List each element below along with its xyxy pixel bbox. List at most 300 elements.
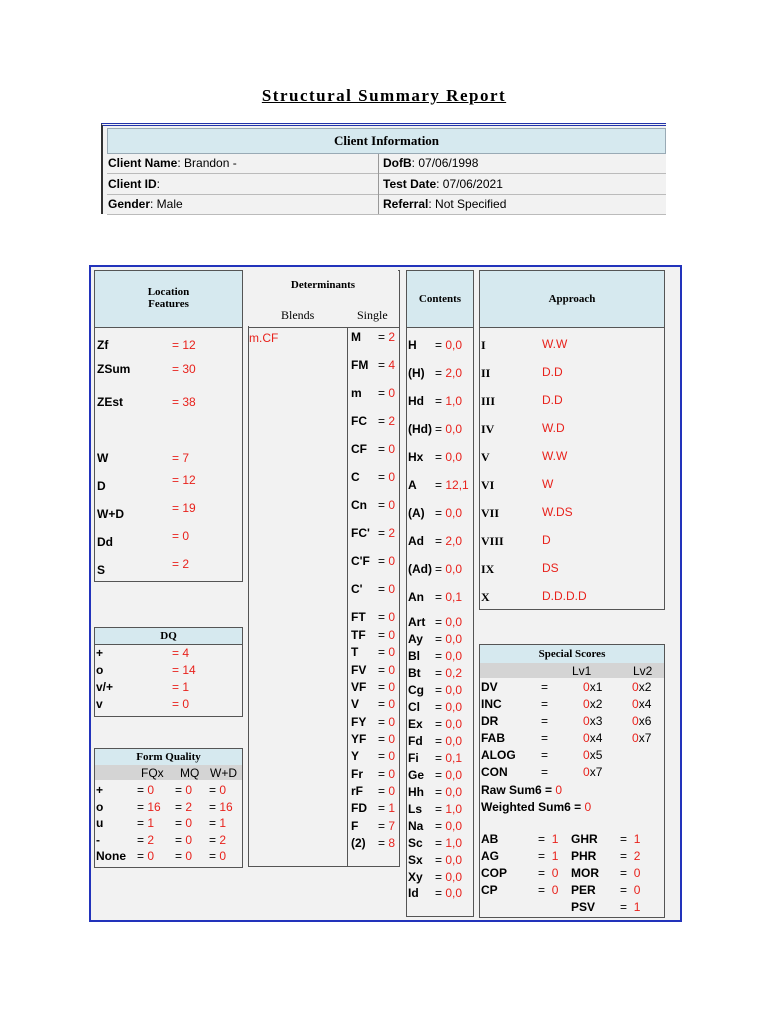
content-label: Ex: [408, 717, 423, 731]
special-score-lv1-weight: x5: [589, 748, 603, 762]
special-score-lv1-weight: x2: [589, 697, 603, 711]
content-value-cell: = 12,1: [435, 478, 469, 492]
special-pair-label: MOR: [571, 866, 599, 880]
dq-label: +: [96, 646, 104, 660]
content-value: 1,0: [445, 802, 463, 816]
content-label: Bl: [408, 649, 420, 663]
special-score-lv1-cell: [583, 765, 602, 779]
content-value: 0,0: [445, 819, 463, 833]
content-value: 0,0: [445, 683, 463, 697]
special-score-lv1-cell: [583, 748, 602, 762]
location-label: ZSum: [97, 362, 131, 376]
special-pair-value-cell: = 0: [538, 866, 559, 880]
approach-header: Approach: [479, 270, 665, 328]
approach-value: D.D.D.D: [542, 589, 587, 603]
approach-value: D.D: [542, 393, 563, 407]
content-label: (Ad): [408, 562, 432, 576]
determinant-value: 0: [388, 628, 396, 642]
special-pair-value: 2: [633, 849, 641, 863]
determinant-label: FT: [351, 610, 366, 624]
determinant-value-cell: = 0: [378, 784, 396, 798]
determinant-label: F: [351, 819, 359, 833]
determinant-value: 1: [388, 801, 396, 815]
special-score-lv1-weight: x3: [589, 714, 603, 728]
dq-label: v/+: [96, 680, 114, 694]
fq-mq-value: 0: [185, 832, 193, 847]
special-pair-value-cell: = 1: [538, 832, 559, 846]
contents-header: Contents: [406, 270, 474, 328]
content-value: 12,1: [445, 478, 469, 492]
form-quality-panel: [94, 748, 243, 868]
client-row-2: [107, 174, 666, 195]
referral-cell: [382, 194, 506, 214]
special-pair-value-cell: = 0: [620, 866, 641, 880]
determinant-value: 0: [388, 554, 396, 568]
content-value: 0,0: [445, 450, 463, 464]
approach-value: W.W: [542, 449, 568, 463]
fq-mq-value: 0: [185, 783, 193, 797]
special-score-label: INC: [481, 697, 502, 711]
content-value-cell: = 0,0: [435, 615, 463, 629]
determinant-label: M: [351, 330, 361, 344]
content-value: 0,1: [445, 590, 463, 604]
special-pair-label: GHR: [571, 832, 598, 846]
content-value: 0,0: [445, 717, 463, 731]
determinant-label: FM: [351, 358, 369, 372]
client-row-3: [107, 194, 666, 215]
location-value: = 7: [172, 451, 190, 465]
special-score-lv1-weight: x1: [589, 680, 603, 694]
content-label: Na: [408, 819, 424, 833]
special-score-lv2-weight: x2: [638, 680, 652, 694]
content-value-cell: = 0,0: [435, 700, 463, 714]
special-score-lv1-cell: [583, 731, 602, 745]
special-pair-value: 0: [633, 883, 641, 897]
content-value-cell: = 0,0: [435, 870, 463, 884]
special-score-equals: =: [541, 680, 549, 694]
approach-value: W.D: [542, 421, 565, 435]
approach-card: X: [481, 590, 490, 604]
fq-fqx-cell: = 1: [137, 816, 155, 830]
contents-panel: [406, 270, 474, 917]
content-label: Hd: [408, 394, 424, 408]
determinant-value-cell: = 0: [378, 749, 396, 763]
determinant-label: m: [351, 386, 362, 400]
content-value: 0,0: [445, 562, 463, 576]
report-title: Structural Summary Report: [261, 86, 507, 105]
determinant-label: Y: [351, 749, 360, 763]
content-label: Hh: [408, 785, 424, 799]
referral-value: : Not Specified: [428, 197, 507, 211]
content-label: Bt: [408, 666, 421, 680]
special-score-label: FAB: [481, 731, 505, 745]
raw-sum6-label: Raw Sum6 =: [481, 783, 553, 797]
fq-mq-cell: = 0: [175, 832, 193, 847]
determinant-label: YF: [351, 732, 367, 746]
content-value: 0,0: [445, 734, 463, 748]
fq-row-label: u: [96, 816, 104, 830]
fq-fqx-cell: = 16: [137, 799, 161, 814]
special-score-lv1-cell: [583, 714, 602, 728]
content-value: 0,1: [445, 751, 463, 765]
content-value-cell: = 0,0: [435, 422, 463, 436]
gender-label: Gender: [108, 197, 151, 211]
content-label: Fi: [408, 751, 419, 765]
special-score-label: DV: [481, 680, 498, 694]
content-label: Cg: [408, 683, 424, 697]
determinant-value-cell: = 2: [378, 526, 396, 540]
special-pair-value: 1: [551, 832, 559, 846]
determinant-label: VF: [351, 680, 367, 694]
determinant-value: 2: [388, 526, 396, 540]
client-info-header: Client Information: [107, 128, 666, 154]
lv2-label: Lv2: [633, 664, 653, 678]
dq-value: = 1: [172, 680, 190, 694]
special-score-lv1-weight: x4: [589, 731, 603, 745]
determinant-value: 0: [388, 470, 396, 484]
determinant-value: 0: [388, 767, 396, 781]
dq-value: = 4: [172, 646, 190, 660]
approach-card: V: [481, 450, 490, 464]
content-value-cell: = 0,0: [435, 717, 463, 731]
determinants-header-rule: [249, 327, 399, 328]
fq-row-label: None: [96, 849, 126, 863]
fq-mq-value: 2: [185, 799, 193, 814]
location-value: = 38: [172, 395, 196, 409]
raw-sum6: [481, 783, 562, 797]
determinant-label: V: [351, 697, 360, 711]
special-score-lv2-count: 0: [632, 680, 639, 694]
fq-fqx-value: 0: [147, 849, 155, 863]
blends-label: Blends: [281, 308, 315, 322]
fq-wd-value: 16: [219, 799, 233, 814]
fq-wd-value: 2: [219, 832, 227, 847]
content-value-cell: = 0,0: [435, 853, 463, 867]
content-label: Cl: [408, 700, 420, 714]
fq-wd-cell: = 1: [209, 816, 227, 830]
special-pair-label: CP: [481, 883, 498, 897]
determinant-label: FD: [351, 801, 367, 815]
fq-fqx-cell: = 0: [137, 783, 155, 797]
content-value-cell: = 2,0: [435, 534, 463, 548]
special-pair-value: 0: [551, 866, 559, 880]
content-value: 0,0: [445, 615, 463, 629]
content-label: Fd: [408, 734, 423, 748]
dob-cell: [382, 153, 478, 173]
content-label: Sc: [408, 836, 423, 850]
determinant-value-cell: = 0: [378, 498, 396, 512]
determinant-value: 0: [388, 442, 396, 456]
special-score-lv2-weight: x6: [638, 714, 652, 728]
content-label: Hx: [408, 450, 424, 464]
determinant-value-cell: = 0: [378, 697, 396, 711]
gender-cell: [107, 194, 183, 214]
fq-fqx-value: 16: [147, 799, 161, 814]
determinant-value-cell: = 0: [378, 582, 396, 596]
determinant-value: 8: [388, 836, 396, 850]
approach-card: VII: [481, 506, 500, 520]
fq-wd-value: 0: [219, 849, 227, 863]
special-score-lv1-count: 0: [583, 731, 590, 745]
approach-value: D: [542, 533, 551, 547]
content-value-cell: = 0,0: [435, 506, 463, 520]
determinant-label: C: [351, 470, 360, 484]
fq-col-mq: MQ: [180, 766, 200, 780]
determinant-value-cell: = 0: [378, 554, 396, 568]
determinant-value: 0: [388, 610, 396, 624]
content-label: (H): [408, 366, 425, 380]
approach-card: II: [481, 366, 491, 380]
determinant-label: rF: [351, 784, 363, 798]
determinant-value-cell: = 0: [378, 610, 396, 624]
content-label: Ad: [408, 534, 424, 548]
determinant-value: 0: [388, 663, 396, 677]
determinant-value-cell: = 0: [378, 663, 396, 677]
content-value: 0,0: [445, 632, 463, 646]
special-pair-value: 0: [633, 866, 641, 880]
approach-value: D.D: [542, 365, 563, 379]
content-value-cell: = 2,0: [435, 366, 463, 380]
special-scores-panel: [479, 644, 665, 918]
special-score-lv1-count: 0: [583, 765, 590, 779]
test-date-value: : 07/06/2021: [436, 177, 503, 191]
determinant-value: 0: [388, 498, 396, 512]
determinant-value: 7: [388, 819, 396, 833]
special-score-lv2-cell: [632, 714, 651, 728]
special-pair-value-cell: = 2: [620, 849, 641, 863]
client-name-cell: [107, 153, 237, 173]
fq-row-label: o: [96, 799, 104, 814]
client-id-value: :: [156, 177, 161, 191]
client-info-table: [101, 123, 666, 214]
fq-fqx-cell: = 2: [137, 832, 155, 847]
fq-row-label: -: [96, 832, 100, 847]
content-value: 1,0: [445, 394, 463, 408]
special-score-equals: =: [541, 714, 549, 728]
special-score-lv1-weight: x7: [589, 765, 603, 779]
fq-wd-value: 0: [219, 783, 227, 797]
referral-label: Referral: [383, 197, 429, 211]
content-value: 0,2: [445, 666, 463, 680]
special-pair-label: PHR: [571, 849, 597, 863]
location-value: = 2: [172, 557, 190, 571]
content-value-cell: = 0,0: [435, 886, 463, 900]
location-label: S: [97, 563, 106, 577]
determinant-value: 0: [388, 749, 396, 763]
location-features-header: [94, 270, 243, 328]
approach-value: DS: [542, 561, 559, 575]
determinant-value-cell: = 0: [378, 715, 396, 729]
content-label: An: [408, 590, 424, 604]
location-label: W+D: [97, 507, 124, 521]
content-label: (A): [408, 506, 425, 520]
determinant-value: 0: [388, 784, 396, 798]
location-label: Zf: [97, 338, 109, 352]
content-value: 0,0: [445, 886, 463, 900]
determinants-panel: [248, 270, 400, 867]
special-score-equals: =: [541, 697, 549, 711]
approach-card: III: [481, 394, 496, 408]
approach-value: W: [542, 477, 554, 491]
location-value: = 30: [172, 362, 196, 376]
fq-mq-value: 0: [185, 849, 193, 863]
location-label: W: [97, 451, 109, 465]
content-value: 0,0: [445, 422, 463, 436]
content-value-cell: = 0,0: [435, 768, 463, 782]
content-value-cell: = 1,0: [435, 394, 463, 408]
content-value: 0,0: [445, 853, 463, 867]
determinants-column-divider: [347, 327, 348, 866]
location-header-line1: Location: [147, 286, 190, 298]
content-label: Ay: [408, 632, 423, 646]
special-pair-value-cell: = 1: [538, 849, 559, 863]
content-value: 2,0: [445, 534, 463, 548]
dq-header: DQ: [94, 627, 243, 645]
special-pair-value: 1: [551, 849, 559, 863]
special-score-lv1-count: 0: [583, 680, 590, 694]
structural-summary-frame: [89, 265, 682, 922]
content-value: 0,0: [445, 785, 463, 799]
fq-wd-cell: = 2: [209, 832, 227, 847]
determinant-value: 0: [388, 386, 396, 400]
special-score-lv1-cell: [583, 680, 602, 694]
client-name-label: Client Name: [108, 156, 178, 170]
content-value: 1,0: [445, 836, 463, 850]
determinant-value-cell: = 0: [378, 386, 396, 400]
fq-row-label: +: [96, 783, 104, 797]
determinant-value-cell: = 1: [378, 801, 396, 815]
approach-panel: [479, 270, 665, 610]
special-score-lv1-count: 0: [583, 714, 590, 728]
content-value-cell: = 0,0: [435, 649, 463, 663]
special-scores-header: Special Scores: [479, 644, 665, 664]
special-pair-value-cell: = 1: [620, 900, 641, 914]
fq-mq-cell: = 0: [175, 816, 193, 830]
content-value: 0,0: [445, 338, 463, 352]
special-pair-value: 1: [633, 900, 641, 914]
location-label: D: [97, 479, 106, 493]
special-score-label: CON: [481, 765, 508, 779]
content-label: Ls: [408, 802, 423, 816]
content-value-cell: = 0,2: [435, 666, 463, 680]
content-label: Xy: [408, 870, 423, 884]
determinant-label: TF: [351, 628, 366, 642]
determinant-value-cell: = 2: [378, 330, 396, 344]
content-label: (Hd): [408, 422, 432, 436]
determinant-value: 4: [388, 358, 396, 372]
fq-fqx-cell: = 0: [137, 849, 155, 863]
content-label: Art: [408, 615, 426, 629]
determinant-value: 0: [388, 697, 396, 711]
special-score-lv2-cell: [632, 680, 651, 694]
dob-value: : 07/06/1998: [411, 156, 479, 170]
determinant-label: (2): [351, 836, 366, 850]
special-score-equals: =: [541, 748, 549, 762]
location-value: = 12: [172, 338, 196, 352]
fq-fqx-value: 0: [147, 783, 155, 797]
special-score-lv2-cell: [632, 697, 651, 711]
determinant-value-cell: = 7: [378, 819, 396, 833]
fq-fqx-value: 1: [147, 816, 155, 830]
fq-col-fqx: FQx: [141, 766, 164, 780]
special-pair-value-cell: = 0: [620, 883, 641, 897]
determinant-value: 0: [388, 582, 396, 596]
determinant-value-cell: = 0: [378, 732, 396, 746]
special-pair-label: AB: [481, 832, 499, 846]
determinant-value-cell: = 0: [378, 680, 396, 694]
client-name-value: : Brandon -: [177, 156, 237, 170]
dq-label: o: [96, 663, 104, 677]
special-pair-value: 1: [633, 832, 641, 846]
fq-mq-cell: = 2: [175, 799, 193, 814]
fq-col-wd: W+D: [210, 766, 237, 780]
determinant-label: FY: [351, 715, 367, 729]
determinant-value: 0: [388, 680, 396, 694]
content-value-cell: = 1,0: [435, 802, 463, 816]
special-pair-label: COP: [481, 866, 508, 880]
approach-card: VIII: [481, 534, 504, 548]
special-score-lv1-cell: [583, 697, 602, 711]
location-value: = 0: [172, 529, 190, 543]
content-value: 0,0: [445, 649, 463, 663]
dq-value: = 14: [172, 663, 196, 677]
special-score-lv2-cell: [632, 731, 651, 745]
content-value-cell: = 0,1: [435, 590, 463, 604]
location-features-panel: [94, 270, 243, 582]
gender-value: : Male: [150, 197, 183, 211]
test-date-label: Test Date: [383, 177, 437, 191]
approach-value: W.DS: [542, 505, 573, 519]
fq-mq-cell: = 0: [175, 783, 193, 797]
special-pair-label: PSV: [571, 900, 596, 914]
determinant-label: FC: [351, 414, 367, 428]
special-score-label: ALOG: [481, 748, 516, 762]
content-value-cell: = 0,0: [435, 450, 463, 464]
content-label: Sx: [408, 853, 423, 867]
determinant-value: 2: [388, 414, 396, 428]
client-row-1: [107, 153, 666, 174]
fq-mq-value: 0: [185, 816, 193, 830]
content-label: Ge: [408, 768, 425, 782]
content-value-cell: = 0,0: [435, 819, 463, 833]
determinant-label: FV: [351, 663, 367, 677]
determinant-label: Fr: [351, 767, 363, 781]
content-value: 2,0: [445, 366, 463, 380]
content-value-cell: = 0,0: [435, 562, 463, 576]
fq-fqx-value: 2: [147, 832, 155, 847]
special-pair-value-cell: = 0: [538, 883, 559, 897]
content-value-cell: = 0,0: [435, 785, 463, 799]
location-header-line2: Features: [148, 298, 189, 310]
location-value: = 19: [172, 501, 196, 515]
content-label: A: [408, 478, 417, 492]
special-score-lv2-weight: x4: [638, 697, 652, 711]
location-label: ZEst: [97, 395, 124, 409]
dq-label: v: [96, 697, 103, 711]
blend-item: m.CF: [249, 331, 279, 345]
determinant-value: 0: [388, 732, 396, 746]
fq-wd-cell: = 0: [209, 783, 227, 797]
approach-card: IV: [481, 422, 495, 436]
weighted-sum6-label: Weighted Sum6 =: [481, 800, 582, 814]
content-value-cell: = 0,0: [435, 632, 463, 646]
fq-wd-cell: = 0: [209, 849, 227, 863]
special-pair-label: PER: [571, 883, 596, 897]
approach-card: IX: [481, 562, 495, 576]
special-score-lv1-count: 0: [583, 748, 590, 762]
special-score-equals: =: [541, 765, 549, 779]
lv1-label: Lv1: [572, 664, 592, 678]
